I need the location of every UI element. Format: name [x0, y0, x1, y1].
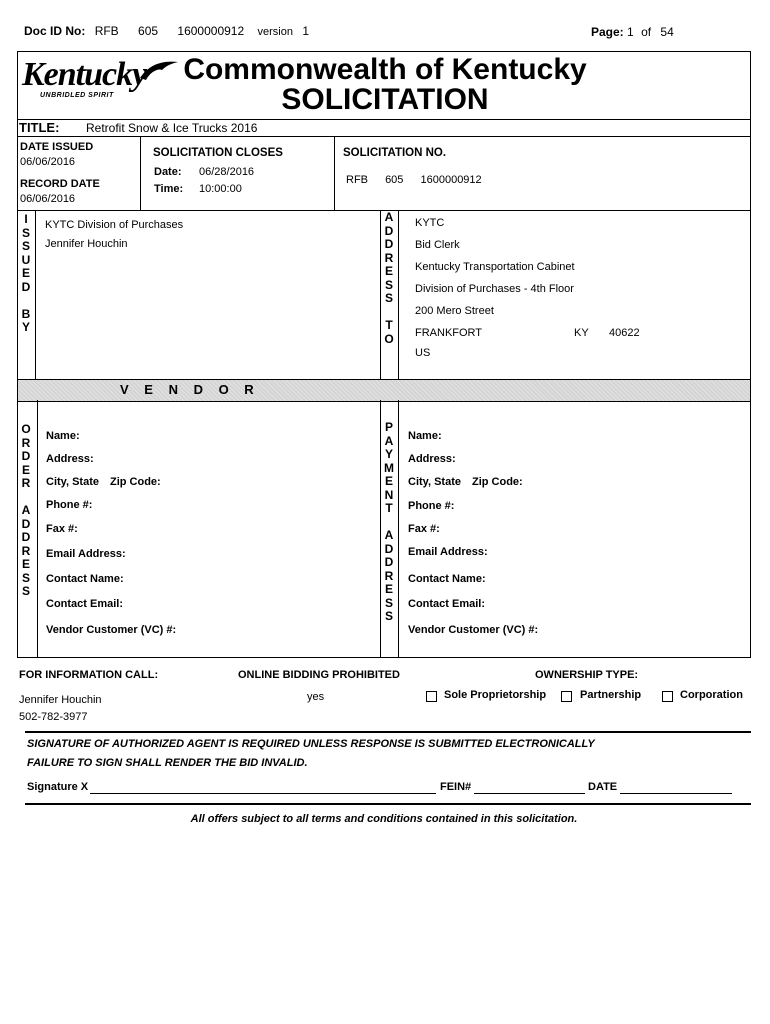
sole-proprietorship-label: Sole Proprietorship	[444, 689, 547, 701]
doc-id-label: Doc ID No:	[24, 24, 86, 38]
info-phone: 502-782-3977	[19, 711, 88, 723]
vendor-banner-text: V E N D O R	[120, 382, 255, 397]
doc-number: 1600000912	[177, 24, 245, 38]
doc-id-line	[24, 24, 309, 38]
online-bidding-label: ONLINE BIDDING PROHIBITED	[238, 669, 400, 681]
address-to-vertical: A D D R E S S T O	[384, 210, 394, 346]
partnership-label: Partnership	[580, 689, 642, 701]
order-fax[interactable]: Fax #:	[46, 523, 78, 535]
signature-label: Signature X	[27, 781, 89, 793]
org-title: Commonwealth of Kentucky	[183, 53, 587, 86]
closes-label: SOLICITATION CLOSES	[153, 147, 283, 159]
kentucky-logo	[20, 56, 180, 106]
info-call-label: FOR INFORMATION CALL:	[19, 669, 159, 681]
order-address[interactable]: Address:	[46, 453, 94, 465]
payment-name[interactable]: Name:	[408, 430, 442, 442]
date-issued-label: DATE ISSUED	[20, 141, 94, 153]
payment-address[interactable]: Address:	[408, 453, 456, 465]
date-line[interactable]	[620, 793, 732, 794]
version-label: version	[257, 26, 293, 38]
title-value: Retrofit Snow & Ice Trucks 2016	[86, 121, 258, 135]
page-indicator	[591, 25, 674, 39]
sol-type: RFB	[346, 174, 368, 186]
footer-note: All offers subject to all terms and conditions contained in this solicitation.	[190, 813, 578, 825]
page-current: 1	[627, 25, 634, 39]
address-to-zip: 40622	[609, 327, 640, 339]
payment-contact-email[interactable]: Contact Email:	[408, 598, 486, 610]
solicitation-no-label: SOLICITATION NO.	[343, 147, 447, 159]
order-contact-name[interactable]: Contact Name:	[46, 573, 124, 585]
address-to-city: FRANKFORT	[415, 327, 483, 339]
address-to-line-4: Division of Purchases - 4th Floor	[415, 283, 574, 295]
version-value: 1	[302, 24, 309, 38]
payment-contact-name[interactable]: Contact Name:	[408, 573, 486, 585]
close-date-label: Date:	[154, 166, 182, 178]
address-to-line-1: KYTC	[415, 217, 445, 229]
page-label: Page:	[591, 25, 624, 39]
address-to-line-2: Bid Clerk	[415, 239, 460, 251]
address-to-country: US	[415, 347, 431, 359]
signature-line[interactable]	[90, 793, 436, 794]
sol-dept: 605	[385, 174, 404, 186]
signature-notice-1: SIGNATURE OF AUTHORIZED AGENT IS REQUIRED UNLESS RESPONSE IS SUBMITTED ELECTRONICALLY	[27, 738, 595, 750]
order-address-vertical: O R D E R A D D R E S S	[21, 422, 31, 598]
doc-type: RFB	[94, 24, 119, 38]
close-time-value: 10:00:00	[199, 183, 242, 195]
logo-tagline: UNBRIDLED SPIRIT	[40, 92, 114, 99]
issued-by-line-2: Jennifer Houchin	[45, 238, 128, 250]
order-city-state[interactable]: City, State	[46, 476, 99, 488]
payment-zip[interactable]: Zip Code:	[472, 476, 523, 488]
payment-address-vertical: P A Y M E N T A D D R E S S	[384, 420, 394, 623]
close-date-value: 06/28/2016	[199, 166, 255, 178]
address-to-line-3: Kentucky Transportation Cabinet	[415, 261, 575, 273]
corporation-label: Corporation	[680, 689, 743, 701]
address-to-line-5: 200 Mero Street	[415, 305, 494, 317]
record-date-label: RECORD DATE	[20, 178, 100, 190]
fein-label: FEIN#	[440, 781, 472, 793]
order-zip[interactable]: Zip Code:	[110, 476, 161, 488]
close-time-label: Time:	[154, 183, 184, 195]
order-contact-email[interactable]: Contact Email:	[46, 598, 124, 610]
partnership-checkbox[interactable]	[561, 691, 572, 702]
page-total: 54	[660, 25, 674, 39]
ownership-label: OWNERSHIP TYPE:	[535, 669, 639, 681]
corporation-checkbox[interactable]	[662, 691, 673, 702]
signature-notice-2: FAILURE TO SIGN SHALL RENDER THE BID INVALID.	[27, 757, 308, 769]
address-to-state: KY	[574, 327, 589, 339]
sole-proprietorship-checkbox[interactable]	[426, 691, 437, 702]
online-bidding-value: yes	[307, 691, 325, 703]
payment-city-state[interactable]: City, State	[408, 476, 461, 488]
order-vc[interactable]: Vendor Customer (VC) #:	[46, 624, 177, 636]
date-issued-value: 06/06/2016	[20, 156, 76, 168]
issued-by-line-1: KYTC Division of Purchases	[45, 219, 184, 231]
logo-word: Kentucky	[22, 56, 147, 93]
issued-by-vertical: I S S U E D B Y	[21, 212, 31, 334]
doc-title: SOLICITATION	[281, 83, 489, 116]
order-name[interactable]: Name:	[46, 430, 80, 442]
date-label: DATE	[588, 781, 618, 793]
payment-email[interactable]: Email Address:	[408, 546, 488, 558]
payment-fax[interactable]: Fax #:	[408, 523, 440, 535]
payment-phone[interactable]: Phone #:	[408, 500, 455, 512]
record-date-value: 06/06/2016	[20, 193, 76, 205]
info-contact: Jennifer Houchin	[19, 694, 102, 706]
solicitation-no-value	[346, 174, 482, 186]
page-of: of	[641, 25, 652, 39]
sol-number: 1600000912	[420, 174, 482, 186]
fein-line[interactable]	[474, 793, 585, 794]
payment-vc[interactable]: Vendor Customer (VC) #:	[408, 624, 539, 636]
order-email[interactable]: Email Address:	[46, 548, 126, 560]
title-label: TITLE:	[19, 120, 60, 135]
order-phone[interactable]: Phone #:	[46, 499, 93, 511]
doc-dept: 605	[138, 24, 159, 38]
